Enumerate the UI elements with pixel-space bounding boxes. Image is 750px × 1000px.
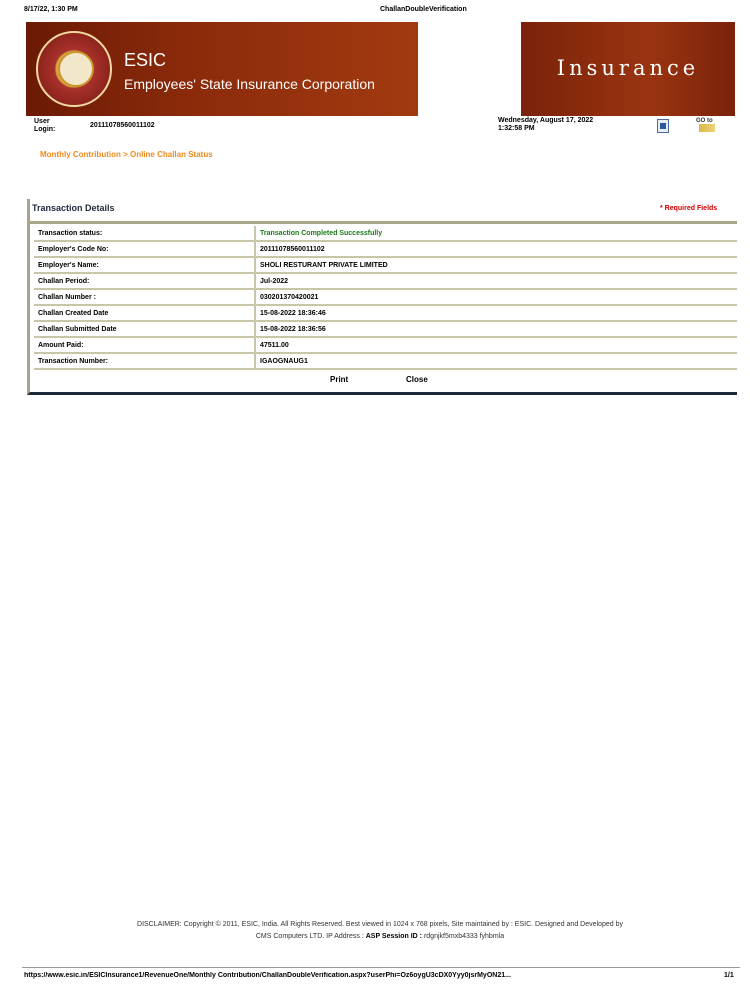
row-label: Challan Period: xyxy=(34,273,255,289)
print-doc-title: ChallanDoubleVerification xyxy=(380,6,467,13)
insurance-banner xyxy=(521,22,735,116)
close-button[interactable]: Close xyxy=(406,375,428,384)
transaction-status-value: Transaction Completed Successfully xyxy=(255,226,737,241)
required-fields-note: * Required Fields xyxy=(660,205,718,212)
print-footer-url: https://www.esic.in/ESICInsurance1/RevenueOne/Monthly Contribution/ChallanDoubleVerification.aspx?userPhi=Oz6oygU3cDX0Yyy0jsrMyON21... xyxy=(24,972,511,979)
table-row xyxy=(34,241,737,257)
user-login-code: 20111078560011102 xyxy=(90,122,155,129)
row-label: Challan Submitted Date xyxy=(34,321,255,337)
row-value: 47511.00 xyxy=(255,337,737,353)
current-datetime xyxy=(498,117,593,133)
disclaimer-line1: DISCLAIMER: Copyright © 2011, ESIC, India. All Rights Reserved. Best viewed in 1024 x 768 pixels, Site maintained by : ESIC. Designed and Developed by xyxy=(137,921,623,928)
print-header xyxy=(0,0,750,18)
table-row xyxy=(34,305,737,321)
panel-title: Transaction Details xyxy=(32,203,115,213)
row-label: Employer's Name: xyxy=(34,257,255,273)
table-row xyxy=(34,226,737,241)
esic-banner xyxy=(26,22,418,116)
breadcrumb[interactable]: Monthly Contribution > Online Challan Status xyxy=(40,150,213,159)
row-label: Transaction Number: xyxy=(34,353,255,369)
row-value: Jul-2022 xyxy=(255,273,737,289)
table-row xyxy=(34,337,737,353)
table-row xyxy=(34,273,737,289)
print-datetime: 8/17/22, 1:30 PM xyxy=(24,6,78,13)
row-value: 15-08-2022 18:36:46 xyxy=(255,305,737,321)
transaction-table xyxy=(34,226,737,370)
table-row xyxy=(34,289,737,305)
row-label: Employer's Code No: xyxy=(34,241,255,257)
row-value: 030201370420021 xyxy=(255,289,737,305)
row-label: Challan Number : xyxy=(34,289,255,305)
row-label: Challan Created Date xyxy=(34,305,255,321)
go-to-shape xyxy=(699,124,715,132)
table-top-border xyxy=(27,221,737,224)
row-label: Amount Paid: xyxy=(34,337,255,353)
row-label: Transaction status: xyxy=(34,226,255,241)
session-id: rdgnjkf5mxb4333 fyhbmla xyxy=(423,933,505,940)
row-value: SHOLI RESTURANT PRIVATE LIMITED xyxy=(255,257,737,273)
emblem-center xyxy=(58,51,94,87)
table-row xyxy=(34,257,737,273)
user-login-label: User Login: xyxy=(34,118,56,133)
current-date: Wednesday, August 17, 2022 xyxy=(498,117,594,124)
current-time: 1:32:58 PM xyxy=(498,125,535,132)
disclaimer-ip-prefix: CMS Computers LTD. IP Address : xyxy=(255,933,366,940)
esic-abbr: ESIC xyxy=(124,50,167,70)
document-icon[interactable] xyxy=(657,119,669,133)
session-label: ASP Session ID : xyxy=(365,933,422,940)
row-value: 15-08-2022 18:36:56 xyxy=(255,321,737,337)
footer-divider xyxy=(22,967,740,968)
print-button[interactable]: Print xyxy=(330,375,349,384)
page-number: 1/1 xyxy=(724,972,734,979)
disclaimer-line2 xyxy=(30,931,730,943)
table-row xyxy=(34,321,737,337)
esic-emblem-icon xyxy=(36,31,112,107)
row-value: 20111078560011102 xyxy=(255,241,737,257)
disclaimer xyxy=(30,919,730,943)
row-value: IGAOGNAUG1 xyxy=(255,353,737,369)
action-bar xyxy=(30,366,736,392)
esic-full-name: Employees' State Insurance Corporation xyxy=(124,76,375,92)
go-to-label: GO to xyxy=(696,118,713,124)
go-to-icon[interactable] xyxy=(696,118,720,134)
insurance-text: Insurance xyxy=(556,56,700,80)
